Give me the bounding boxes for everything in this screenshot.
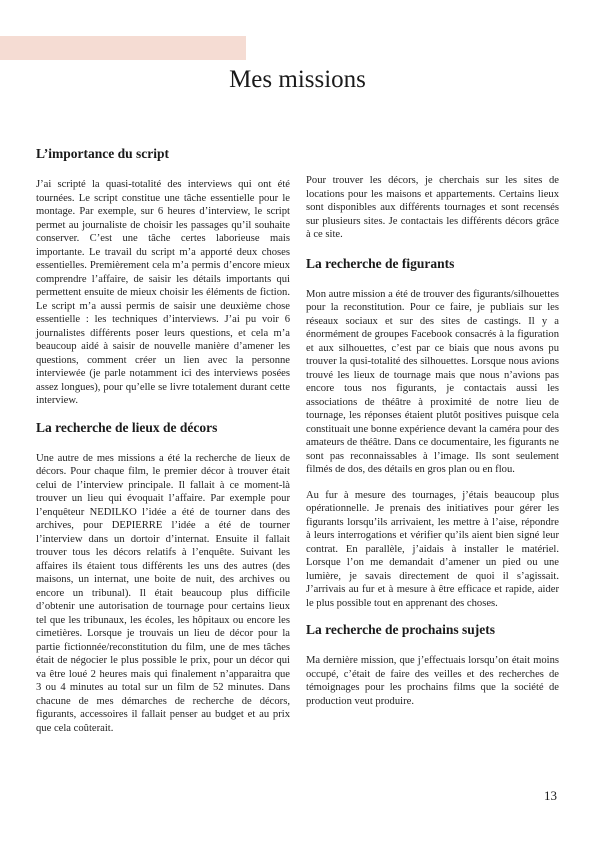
paragraph-decors: Une autre de mes missions a été la recherche de lieux de décors. Pour chaque film, le premier décor à trouver était celui de l’interview principale. Il fallait à ce moment-là trouver un lieu qui évoquait l’affaire. Par exemple pour l’enquêteur NEDILKO l’idée a été de tourner dans des archives, pour DEPIERRE l’idée a été de tourner l’interview dans un dortoir d’internat. Ensuite il fallait trouver tous les décors relatifs à l’enquête. Suivant les affaires ils étaient tous différents les uns des autres (des maisons, un internat, une boite de nuit, des archives ou encore un tribunal). Il était beaucoup plus difficile d’obtenir une autorisation de tournage pour certains lieux tel que les tribunaux, les écoles, les hôpitaux ou encore les cimetières. Lorsque je trouvais un lieu de décor pour la partie fictionnée/reconstitution du film, une de mes tâches était de négocier le plus possible le prix, pour un décor qui va être loué 2 heures mais qui finalement n’apparaitra que 3 ou 4 minutes au total sur un film de 52 minutes. Dans chacune de mes démarches de recherche de décors, figurants, accessoires il fallait penser au budget et au prix que cela coûterait. xyxy=(36,452,290,734)
left-column xyxy=(36,146,290,747)
decorative-header-bar xyxy=(0,36,246,60)
paragraph-script: J’ai scripté la quasi-totalité des interviews qui ont été tournées. Le script constitue une tâche essentielle pour le montage. Par exemple, sur 6 heures d’interview, le script permet au journaliste de choisir les passages qu’il souhaite conserver. C’est une tâche certes laborieuse mais importante. Le travail du script m’a apporté deux choses essentielles. Premièrement cela m’a permis d’encore mieux comprendre l’affaire, de saisir les détails importants qui permettent ensuite de mieux choisir les éléments de fiction. Le script m’a aussi permis de saisir une deuxième chose essentielle : les techniques d’interviews. J’ai pu voir 6 journalistes différents poser leurs questions, et cela m’a beaucoup aidé à saisir de nouvelle manière d’amener les questions, comment créer un lien avec la personne interviewée (je parle notamment ici des interviews posées assez longues), pour qu’elle se livre totalement durant cette interview. xyxy=(36,179,290,406)
section-heading-decors: La recherche de lieux de décors xyxy=(36,419,218,435)
paragraph-decors-continued: Pour trouver les décors, je cherchais sur les sites de locations pour les maisons et appartements. Certains lieux sont disponibles aux différents tournages et sont recensés sur plusieurs sites. Je contactais les différents décors grâce à ce site. xyxy=(306,175,559,240)
right-column xyxy=(306,174,559,720)
section-heading-script: L’importance du script xyxy=(36,146,170,161)
page-title: Mes missions xyxy=(229,66,366,93)
section-heading-figurants: La recherche de figurants xyxy=(306,255,455,271)
paragraph-figurants-1: Mon autre mission a été de trouver des figurants/silhouettes pour la reconstitution. Pour ce faire, je publiais sur les réseaux sociaux et sur des sites de castings. Il y a énormément de groupes Facebook consacrés à la figuration et aux silhouettes, c’est par ce biais que nous avons pu trouver la qusi-totalité des silhouettes. Lorsque nous avions trouvé les lieux de tournage mais que nous n’avions pas encore tous nos figurants, je contactais aussi les associations de théâtre à proximité de notre lieu de tournage, les réponses étaient plutôt positives puisque cela constituait une bonne expérience devant la caméra pour des amateurs de théâtre. Dans ce documentaire, les figurants ne sont pas reconnaissables à l’image. Ils sont seulement filmés de dos, des détails en gros plan ou en flou. xyxy=(306,288,560,475)
page-number: 13 xyxy=(544,788,557,803)
paragraph-figurants-2: Au fur à mesure des tournages, j’étais beaucoup plus opérationnelle. Je prenais des initiatives pour gérer les figurants lorsqu’ils arrivaient, les mettre à l’aise, répondre à leurs interrogations et vérifier qu’ils aient bien signé leur contrat. En parallèle, j’aidais à installer le matériel. Lorsque l’on me demandait d’amener un pied ou une lumière, je savais directement de quoi il s’agissait. J’arrivais au fur et à mesure à être efficace et rapide, aider le plus possible tout en apprenant des choses. xyxy=(306,489,559,609)
section-heading-prochains-sujets: La recherche de prochains sujets xyxy=(306,622,495,637)
paragraph-prochains-sujets: Ma dernière mission, que j’effectuais lorsqu’on était moins occupé, c’était de faire des veilles et des recherches de témoignages pour les prochains films que la société de production veut produire. xyxy=(306,655,559,707)
